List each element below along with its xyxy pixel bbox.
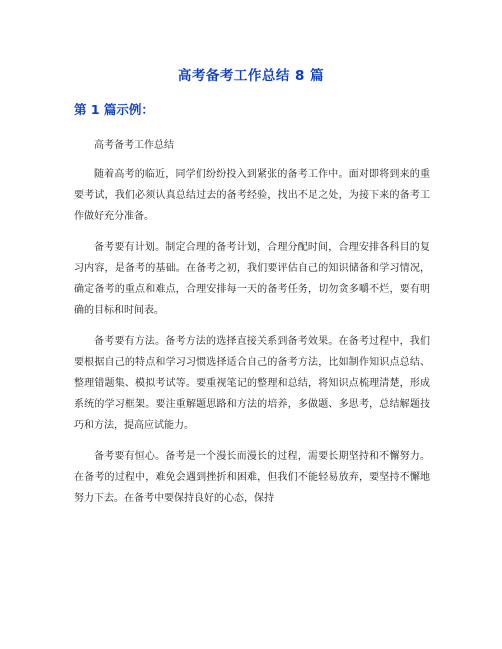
paragraph: 备考要有方法。备考方法的选择直接关系到备考效果。在备考过程中，我们要根据自己的特点和学习习惯选择适合自己的备考方法，比如制作知识点总结、整理错题集、模拟考试等。要重视笔记的整理和总结，将知识点梳理清楚，形成系统的学习框架。要注重解题思路和方法的培养，多做题、多思考，总结解题技巧和方法，提高应试能力。 [74,336,430,431]
document-title: 高考备考工作总结 8 篇 [177,68,325,84]
paragraph: 备考要有计划。制定合理的备考计划，合理分配时间，合理安排各科目的复习内容，是备考的基础。在备考之初，我们要评估自己的知识储备和学习情况，确定备考的重点和难点，合理安排每一天的备考任务，切勿贪多嚼不烂，要有明确的目标和时间表。 [74,242,430,316]
paragraph: 备考要有恒心。备考是一个漫长而漫长的过程，需要长期坚持和不懈努力。在备考的过程中，难免会遇到挫折和困难，但我们不能轻易放弃，要坚持不懈地努力下去。在备考中要保持良好的心态，保持 [74,451,430,504]
article-subtitle: 高考备考工作总结 [94,140,174,151]
section-heading: 第 1 篇示例： [74,102,154,117]
paragraph: 随着高考的临近，同学们纷纷投入到紧张的备考工作中。面对即将到来的重要考试，我们必须认真总结过去的备考经验，找出不足之处，为接下来的备考工作做好充分准备。 [74,169,430,222]
document-body [74,135,430,519]
